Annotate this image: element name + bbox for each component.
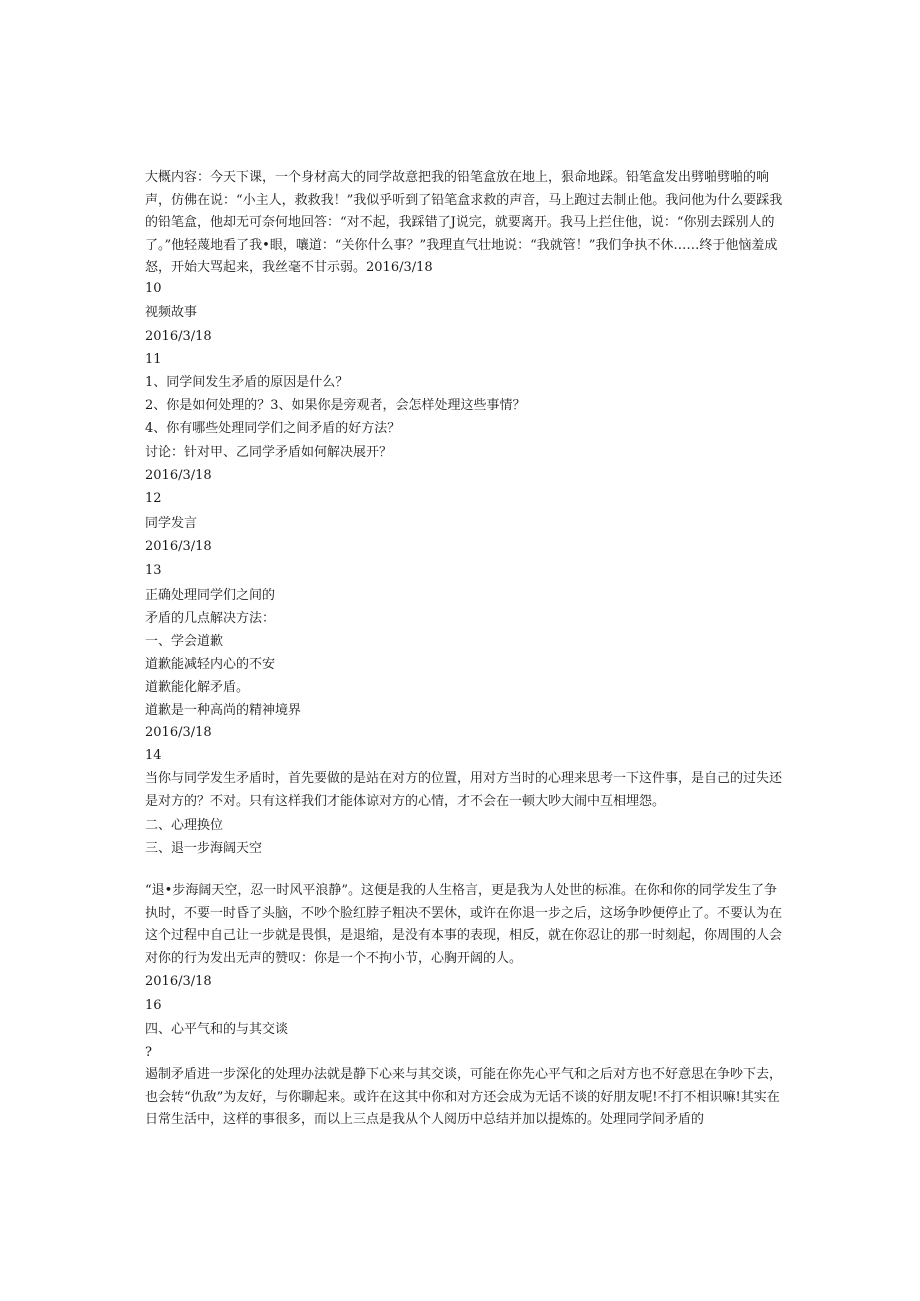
slide-number: 11 xyxy=(145,352,162,367)
slide-number: 10 xyxy=(145,281,162,296)
date-line: 2016/3/18 xyxy=(145,468,212,483)
methods-heading-2: 矛盾的几点解决方法： xyxy=(145,611,276,626)
apology-point: 道歉能减轻内心的不安 xyxy=(145,657,276,672)
intro-paragraph: 大概内容：今天下课，一个身材高大的同学故意把我的铅笔盒放在地上，狠命地踩。铅笔盒发出劈啪劈啪的响声，仿佛在说：“小主人，救救我！”我似乎听到了铅笔盒求救的声音，马上跑过去制止他。我问他为什么要踩我的铅笔盒，他却无可奈何地回答：“对不起，我踩错了J说完，就要离开。我马上拦住他，说：“你别去踩别人的了。”他轻蔑地看了我•眼，嚷道：“关你什么事？”我理直气壮地说：“我就管！”我们争执不休……终于他恼羞成怒，开始大骂起来，我丝毫不甘示弱。2016/3/18 xyxy=(145,170,783,275)
method-2-heading: 二、心理换位 xyxy=(145,818,224,833)
slide-number: 14 xyxy=(145,748,162,763)
method-4-heading: 四、心平气和的与其交谈 xyxy=(145,1022,289,1037)
apology-point: 道歉是一种高尚的精神境界 xyxy=(145,703,302,718)
date-line: 2016/3/18 xyxy=(145,725,212,740)
section-title: 视频故事 xyxy=(145,305,198,320)
date-line: 2016/3/18 xyxy=(145,329,212,344)
slide-number: 13 xyxy=(145,563,162,578)
question-2-3: 2、你是如何处理的？3、如果你是旁观者，会怎样处理这些事情？ xyxy=(145,398,526,413)
discussion-line: 讨论：针对甲、乙同学矛盾如何解决展开？ xyxy=(145,445,393,460)
apology-point: 道歉能化解矛盾。 xyxy=(145,680,250,695)
empathy-paragraph: 当你与同学发生矛盾时，首先要做的是站在对方的位置，用对方当时的心理来思考一下这件事，是自己的过失还是对方的？不对。只有这样我们才能体谅对方的心情，才不会在一顿大吵大闹中互相埋怨。 xyxy=(145,771,783,809)
slide-number: 16 xyxy=(145,998,162,1013)
step-back-paragraph: “退•步海阔天空，忍一时风平浪静”。这便是我的人生格言，更是我为人处世的标准。在你和你的同学发生了争执时，不要一时昏了头脑，不吵个脸红脖子粗决不罢休，或许在你退一步之后，这场争吵便停止了。不要认为在这个过程中自己让一步就是畏惧，是退缩，是没有本事的表现，相反，就在你忍让的那一时刻起，你周围的人会对你的行为发出无声的赞叹：你是一个不拘小节，心胸开阔的人。 xyxy=(145,883,783,966)
section-title: 同学发言 xyxy=(145,516,198,531)
question-1: 1、同学间发生矛盾的原因是什么？ xyxy=(145,375,349,390)
method-1-heading: 一、学会道歉 xyxy=(145,634,224,649)
slide-number: 12 xyxy=(145,491,162,506)
calm-talk-paragraph: 遏制矛盾进一步深化的处理办法就是静下心来与其交谈，可能在你先心平气和之后对方也不好意思在争吵下去，也会转“仇敌”为友好，与你聊起来。或许在这其中你和对方还会成为无话不谈的好朋友呢!不打不相识嘛!其实在日常生活中，这样的事很多，而以上三点是我从个人阅历中总结并加以提炼的。处理同学间矛盾的 xyxy=(145,1067,783,1127)
methods-heading-1: 正确处理同学们之间的 xyxy=(145,588,276,603)
date-line: 2016/3/18 xyxy=(145,974,212,989)
question-mark: ? xyxy=(145,1045,152,1060)
date-line: 2016/3/18 xyxy=(145,539,212,554)
question-4: 4、你有哪些处理同学们之间矛盾的好方法？ xyxy=(145,421,401,436)
method-3-heading: 三、退一步海阔天空 xyxy=(145,841,263,856)
